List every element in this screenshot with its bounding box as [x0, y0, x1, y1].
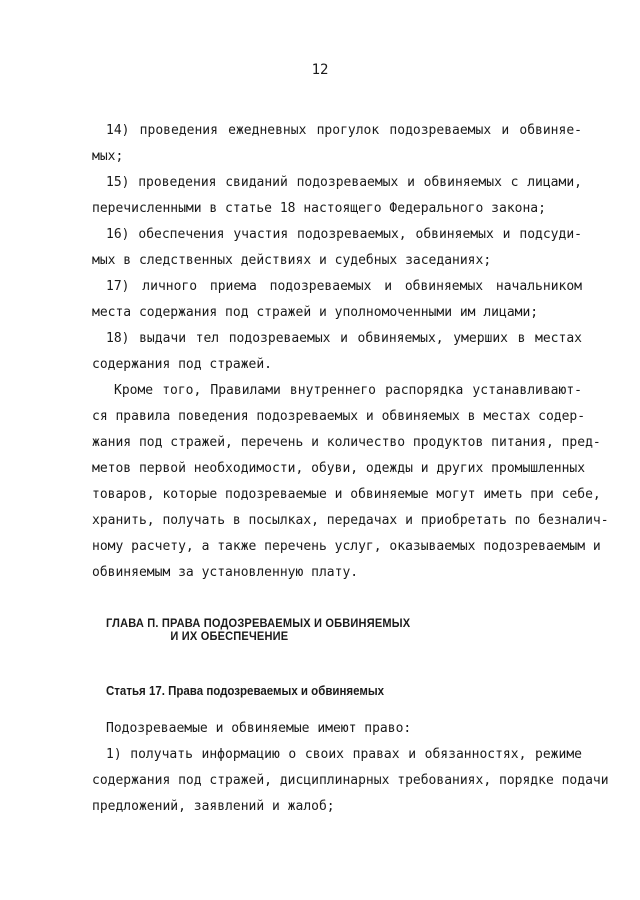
list-item-line: 18) выдачи тел подозреваемых и обвиняемых, умерших в местах [106, 331, 582, 346]
chapter-heading-line1: ГЛАВА П. ПРАВА ПОДОЗРЕВАЕМЫХ И ОБВИНЯЕМЫХ [106, 616, 411, 630]
paragraph-line: Кроме того, Правилами внутреннего распорядка устанавливают- [114, 383, 582, 398]
list-item [92, 170, 582, 196]
list-item [92, 742, 582, 768]
list-item-cont [92, 144, 582, 170]
list-item-line: содержания под стражей, дисциплинарных требованиях, порядке подачи [92, 773, 609, 788]
paragraph-line: ся правила поведения подозреваемых и обвиняемых в местах содер- [92, 409, 586, 424]
paragraph-line: жания под стражей, перечень и количество продуктов питания, пред- [92, 435, 601, 450]
article-body [92, 716, 609, 820]
list-item-line: 17) личного приема подозреваемых и обвиняемых начальником [106, 279, 582, 294]
list-item-line: мых в следственных действиях и судебных заседаниях; [92, 253, 492, 268]
list-item [92, 274, 582, 300]
list-item-line: предложений, заявлений и жалоб; [92, 799, 335, 814]
list-item [92, 222, 582, 248]
list-item-line: содержания под стражей. [92, 357, 273, 372]
list-item-line: мых; [92, 149, 124, 164]
chapter-heading-line2: И ИХ ОБЕСПЕЧЕНИЕ [170, 629, 289, 643]
list-section [92, 118, 582, 378]
list-item-line: 16) обеспечения участия подозреваемых, обвиняемых и подсуди- [106, 227, 582, 242]
paragraph-line: товаров, которые подозреваемые и обвиняемые могут иметь при себе, [92, 487, 601, 502]
paragraph-line: хранить, получать в посылках, передачах и приобретать по безналич- [92, 513, 609, 528]
rules-paragraph [92, 378, 609, 586]
paragraph-line: метов первой необходимости, обуви, одежды и других промышленных [92, 461, 586, 476]
list-item-line: 15) проведения свиданий подозреваемых и обвиняемых с лицами, [106, 175, 582, 190]
paragraph-line: ному расчету, а также перечень услуг, оказываемых подозреваемым и [92, 539, 601, 554]
article-intro: Подозреваемые и обвиняемые имеют право: [106, 721, 412, 736]
page-number: 12 [311, 62, 329, 78]
list-item-line: перечисленными в статье 18 настоящего Федерального закона; [92, 201, 546, 216]
list-item-line: 14) проведения ежедневных прогулок подозреваемых и обвиняе- [106, 123, 582, 138]
paragraph-line: обвиняемым за установленную плату. [92, 565, 359, 580]
article-title: Статья 17. Права подозреваемых и обвиняемых [106, 684, 385, 698]
list-item [92, 118, 582, 144]
list-item [92, 326, 582, 352]
list-item-line: 1) получать информацию о своих правах и обязанностях, режиме [106, 747, 582, 762]
chapter-heading [106, 617, 410, 643]
list-item-line: места содержания под стражей и уполномоченными им лицами; [92, 305, 539, 320]
